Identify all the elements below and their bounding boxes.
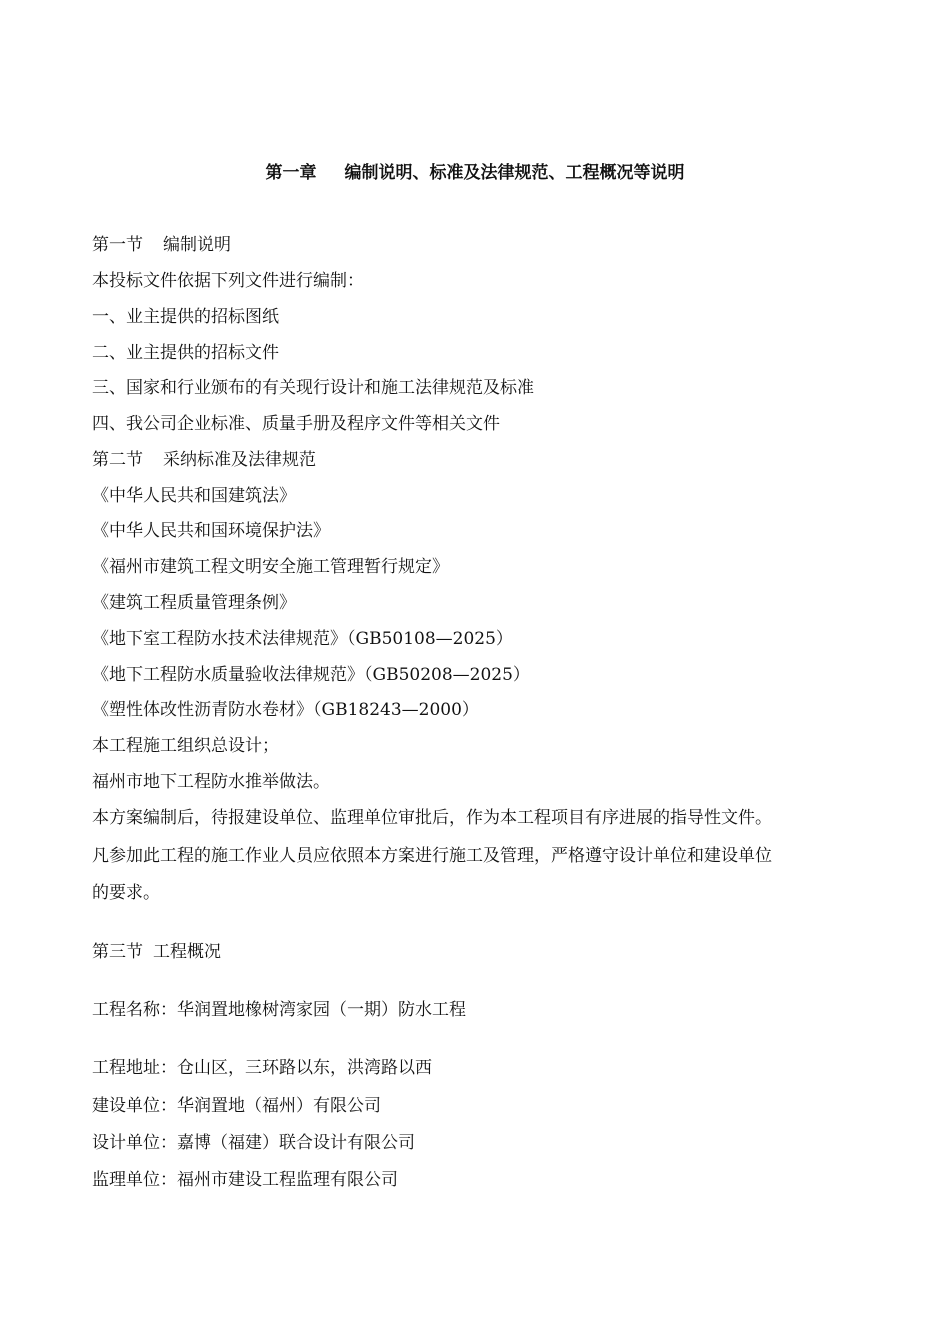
project-name: 工程名称：华润置地橡树湾家园（一期）防水工程	[92, 1000, 466, 1020]
standard-item: 福州市地下工程防水推举做法。	[92, 772, 330, 792]
section-3-heading	[92, 939, 221, 965]
section-1-title: 编制说明	[163, 235, 231, 255]
section-1-heading	[92, 232, 231, 258]
section-1-item: 二、业主提供的招标文件	[92, 343, 279, 363]
section-1-intro: 本投标文件依据下列文件进行编制：	[92, 271, 364, 291]
section-1-item: 四、我公司企业标准、质量手册及程序文件等相关文件	[92, 414, 500, 434]
chapter-title-text: 编制说明、标准及法律规范、工程概况等说明	[344, 163, 685, 183]
standard-item: 《地下室工程防水技术法律规范》（GB50108—2025）	[92, 629, 513, 649]
standard-item: 《塑性体改性沥青防水卷材》（GB18243—2000）	[92, 700, 479, 720]
standard-item: 《福州市建筑工程文明安全施工管理暂行规定》	[92, 557, 449, 577]
paragraph: 本方案编制后，待报建设单位、监理单位审批后，作为本工程项目有序进展的指导性文件。	[92, 808, 772, 828]
section-1-item: 三、国家和行业颁布的有关现行设计和施工法律规范及标准	[92, 378, 534, 398]
standard-item: 《地下工程防水质量验收法律规范》（GB50208—2025）	[92, 665, 530, 685]
section-2-heading	[92, 447, 316, 473]
section-2-number: 第二节	[92, 450, 143, 470]
section-1-number: 第一节	[92, 235, 143, 255]
section-3-number: 第三节	[92, 942, 143, 962]
section-1-item: 一、业主提供的招标图纸	[92, 307, 279, 327]
paragraph: 凡参加此工程的施工作业人员应依照本方案进行施工及管理，严格遵守设计单位和建设单位	[92, 846, 772, 866]
section-3-title: 工程概况	[153, 942, 221, 962]
chapter-number: 第一章	[265, 163, 317, 183]
paragraph: 的要求。	[92, 883, 160, 903]
chapter-title	[0, 160, 950, 186]
project-detail: 建设单位：华润置地（福州）有限公司	[92, 1096, 381, 1116]
project-detail: 监理单位：福州市建设工程监理有限公司	[92, 1170, 398, 1190]
standard-item: 《中华人民共和国环境保护法》	[92, 521, 330, 541]
section-2-title: 采纳标准及法律规范	[163, 450, 316, 470]
standard-item: 《中华人民共和国建筑法》	[92, 486, 296, 506]
project-detail: 设计单位：嘉博（福建）联合设计有限公司	[92, 1133, 415, 1153]
standard-item: 《建筑工程质量管理条例》	[92, 593, 296, 613]
standard-item: 本工程施工组织总设计；	[92, 736, 279, 756]
project-detail: 工程地址：仓山区，三环路以东，洪湾路以西	[92, 1058, 432, 1078]
